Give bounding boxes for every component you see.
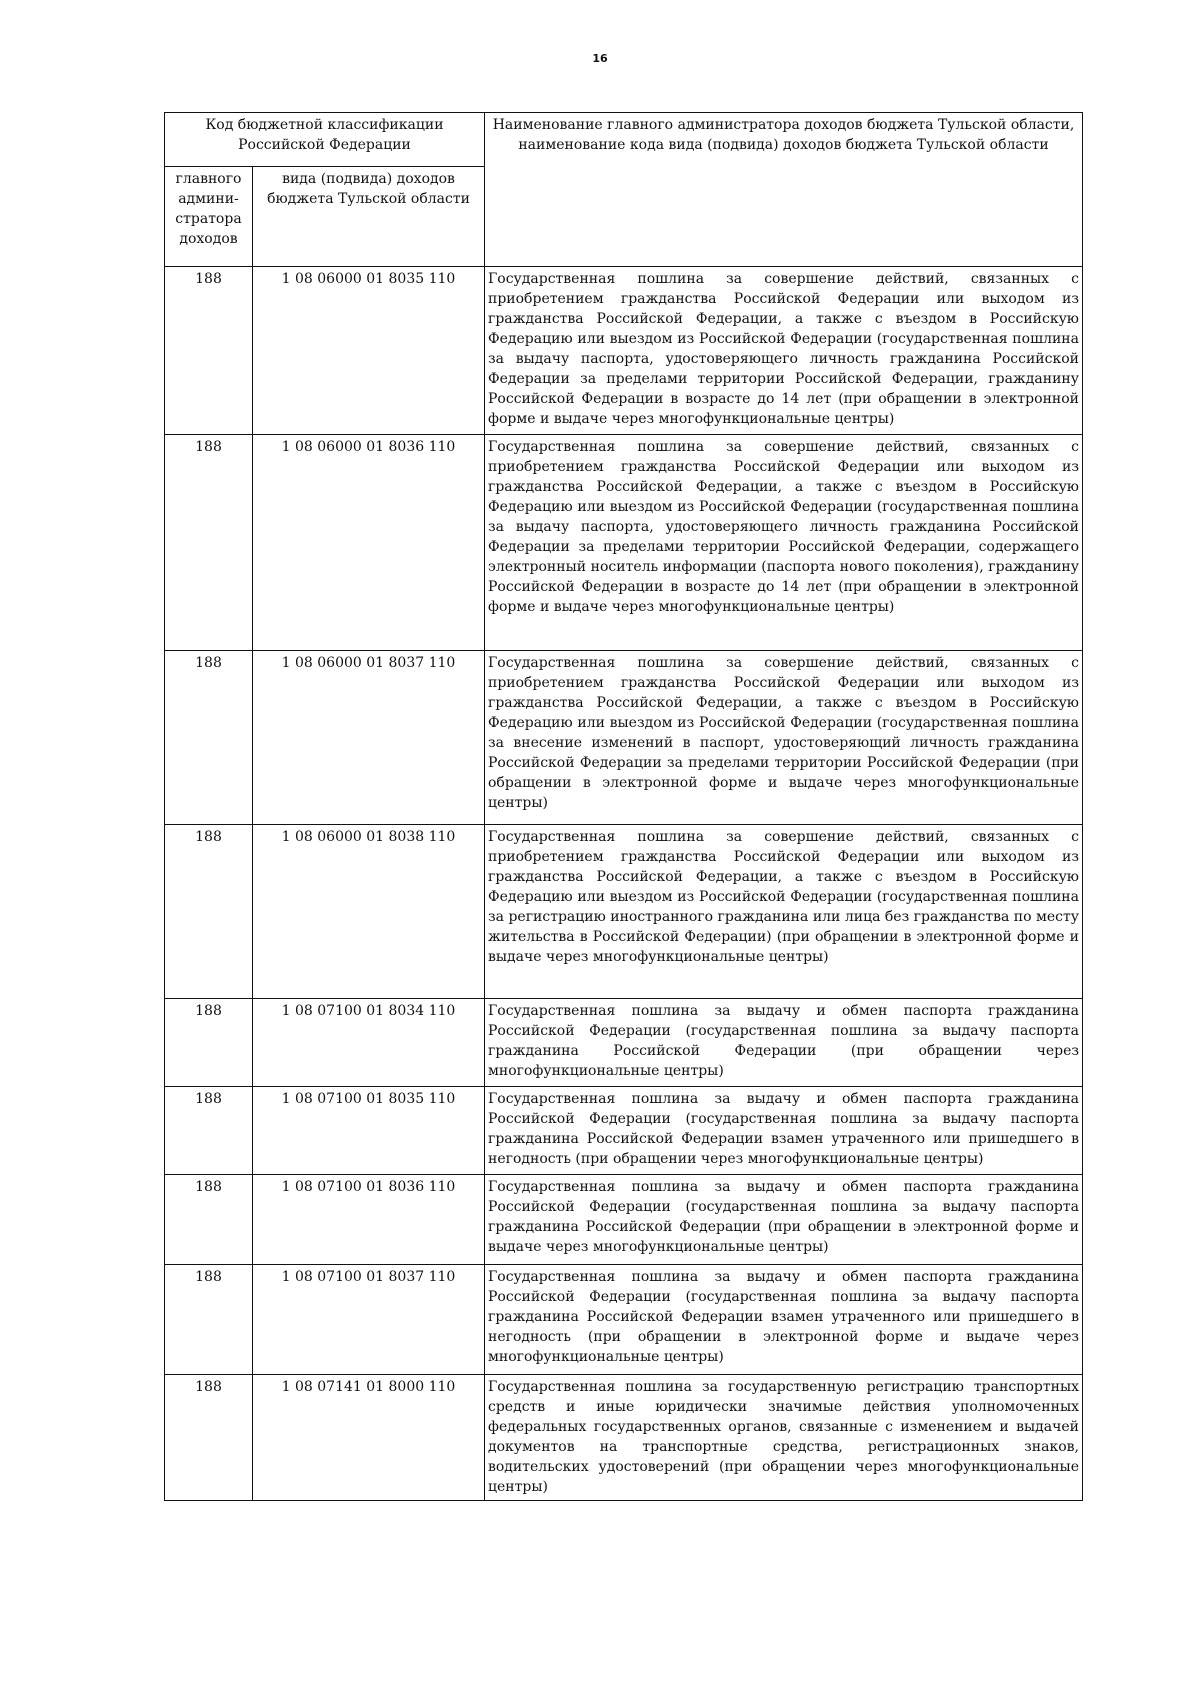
revenue-code: 1 08 07100 01 8035 110 <box>253 1087 485 1175</box>
revenue-code: 1 08 06000 01 8038 110 <box>253 825 485 999</box>
admin-code: 188 <box>165 1375 253 1501</box>
admin-code: 188 <box>165 1265 253 1375</box>
table-row <box>165 999 1083 1087</box>
admin-code: 188 <box>165 651 253 825</box>
admin-code: 188 <box>165 1087 253 1175</box>
revenue-code: 1 08 06000 01 8035 110 <box>253 267 485 435</box>
table-row <box>165 435 1083 651</box>
revenue-name: Государственная пошлина за выдачу и обмен паспорта гражданина Российской Федерации (государственная пошлина за выдачу паспорта гражданина Российской Федерации (при обращении через многофункциональные центры) <box>485 999 1083 1087</box>
revenue-name: Государственная пошлина за совершение действий, связанных с приобретением гражданства Российской Федерации или выходом из гражданства Российской Федерации, а также с въездом в Российскую Федерацию или выездом из Российской Федерации (государственная пошлина за выдачу паспорта, удостоверяющего личность гражданина Российской Федерации за пределами территории Российской Федерации, гражданину Российской Федерации в возрасте до 14 лет (при обращении в электронной форме и выдаче через многофункциональные центры) <box>485 267 1083 435</box>
table-row <box>165 1265 1083 1375</box>
admin-code: 188 <box>165 999 253 1087</box>
revenue-name: Государственная пошлина за совершение действий, связанных с приобретением гражданства Российской Федерации или выходом из гражданства Российской Федерации, а также с въездом в Российскую Федерацию или выездом из Российской Федерации (государственная пошлина за выдачу паспорта, удостоверяющего личность гражданина Российской Федерации за пределами территории Российской Федерации, содержащего электронный носитель информации (паспорта нового поколения), гражданину Российской Федерации в возрасте до 14 лет (при обращении в электронной форме и выдаче через многофункциональные центры) <box>485 435 1083 651</box>
revenue-code: 1 08 07100 01 8037 110 <box>253 1265 485 1375</box>
admin-code: 188 <box>165 825 253 999</box>
header-name-cell <box>485 113 1083 267</box>
table-row <box>165 825 1083 999</box>
header-code-group-cell <box>165 113 485 167</box>
revenue-name: Государственная пошлина за государственную регистрацию транспортных средств и иные юридически значимые действия уполномоченных федеральных государственных органов, связанные с изменением и выдачей документов на транспортные средства, регистрационных знаков, водительских удостоверений (при обращении через многофункциональные центры) <box>485 1375 1083 1501</box>
revenue-name: Государственная пошлина за совершение действий, связанных с приобретением гражданства Российской Федерации или выходом из гражданства Российской Федерации, а также с въездом в Российскую Федерацию или выездом из Российской Федерации (государственная пошлина за регистрацию иностранного гражданина или лица без гражданства по месту жительства в Российской Федерации) (при обращении в электронной форме и выдаче через многофункциональные центры) <box>485 825 1083 999</box>
revenue-name: Государственная пошлина за совершение действий, связанных с приобретением гражданства Российской Федерации или выходом из гражданства Российской Федерации, а также с въездом в Российскую Федерацию или выездом из Российской Федерации (государственная пошлина за внесение изменений в паспорт, удостоверяющий личность гражданина Российской Федерации за пределами территории Российской Федерации (при обращении в электронной форме и выдаче через многофункциональные центры) <box>485 651 1083 825</box>
table-row <box>165 1087 1083 1175</box>
table-row <box>165 267 1083 435</box>
budget-classification-table <box>164 112 1083 1501</box>
revenue-code: 1 08 07141 01 8000 110 <box>253 1375 485 1501</box>
revenue-name: Государственная пошлина за выдачу и обмен паспорта гражданина Российской Федерации (государственная пошлина за выдачу паспорта гражданина Российской Федерации взамен утраченного или пришедшего в негодность (при обращении через многофункциональные центры) <box>485 1087 1083 1175</box>
admin-code: 188 <box>165 435 253 651</box>
admin-code: 188 <box>165 267 253 435</box>
header-revenue-cell <box>253 167 485 267</box>
header-name-column: Наименование главного администратора доходов бюджета Тульской области, наименование кода вида (подвида) доходов бюджета Тульской области <box>492 117 1075 153</box>
revenue-code: 1 08 07100 01 8034 110 <box>253 999 485 1087</box>
table-row <box>165 651 1083 825</box>
revenue-code: 1 08 06000 01 8036 110 <box>253 435 485 651</box>
revenue-name: Государственная пошлина за выдачу и обмен паспорта гражданина Российской Федерации (государственная пошлина за выдачу паспорта гражданина Российской Федерации взамен утраченного или пришедшего в негодность (при обращении в электронной форме и выдаче через многофункциональные центры) <box>485 1265 1083 1375</box>
revenue-name: Государственная пошлина за выдачу и обмен паспорта гражданина Российской Федерации (государственная пошлина за выдачу паспорта гражданина Российской Федерации (при обращении в электронной форме и выдаче через многофункциональные центры) <box>485 1175 1083 1265</box>
header-admin-column: главного админи-стратора доходов <box>175 171 242 247</box>
header-admin-cell <box>165 167 253 267</box>
admin-code: 188 <box>165 1175 253 1265</box>
table-row <box>165 1375 1083 1501</box>
table-row <box>165 1175 1083 1265</box>
header-code-group: Код бюджетной классификации Российской Федерации <box>205 117 444 153</box>
header-revenue-column: вида (подвида) доходов бюджета Тульской области <box>267 171 470 207</box>
revenue-code: 1 08 06000 01 8037 110 <box>253 651 485 825</box>
page-number: 16 <box>592 52 608 65</box>
revenue-code: 1 08 07100 01 8036 110 <box>253 1175 485 1265</box>
table-header-row <box>165 113 1083 167</box>
